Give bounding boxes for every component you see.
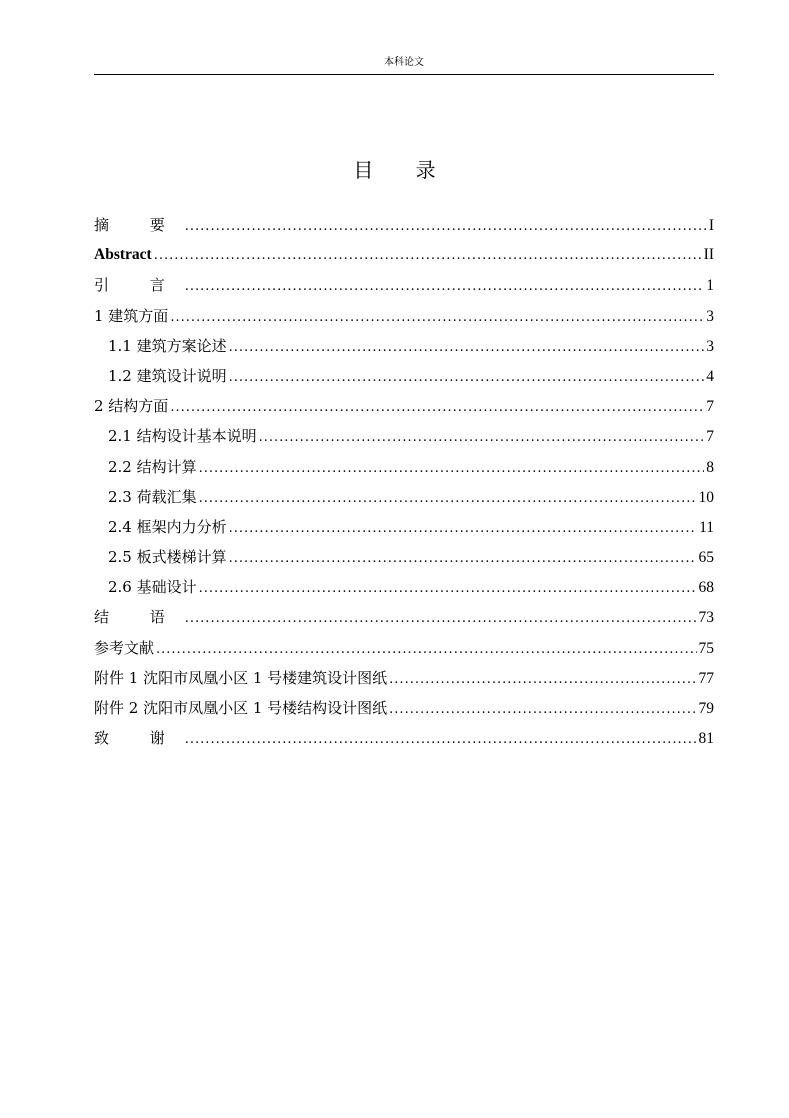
toc-entry-page-number: 81: [698, 730, 714, 748]
toc-entry-label: 2.5 板式楼梯计算: [108, 548, 227, 567]
toc-entry-page-number: 8: [706, 458, 714, 476]
toc-dot-leader: [185, 725, 697, 755]
toc-entry-label: 2.6 基础设计: [108, 578, 197, 597]
toc-dot-leader: [185, 212, 707, 242]
toc-entry[interactable]: [94, 482, 714, 512]
toc-entry-page-number: 77: [698, 669, 714, 687]
toc-entry-label: 致 谢: [94, 729, 183, 748]
toc-entry[interactable]: [94, 391, 714, 421]
toc-entry-page-number: 1: [706, 277, 714, 295]
toc-dot-leader: [170, 303, 704, 333]
toc-entry-label: 2 结构方面: [94, 397, 169, 416]
toc-dot-leader: [389, 695, 696, 725]
toc-dot-leader: [170, 393, 704, 423]
toc-entry-page-number: I: [708, 217, 714, 234]
toc-entry-page-number: 79: [698, 700, 714, 717]
toc-entry-label: 2.4 框架内力分析: [108, 517, 227, 536]
toc-entry-page-number: 7: [706, 428, 714, 446]
toc-entry-page-number: 73: [698, 609, 714, 627]
toc-dot-leader: [199, 454, 705, 484]
toc-dot-leader: [156, 635, 696, 665]
toc-entry-page-number: II: [703, 246, 714, 264]
toc-entry-label: 1.2 建筑设计说明: [108, 366, 227, 385]
toc-entry-label: 参考文献: [94, 638, 155, 657]
toc-entry-page-number: 7: [706, 398, 714, 416]
toc-entry-label: 结 语: [94, 608, 183, 627]
toc-entry[interactable]: [94, 421, 714, 451]
toc-entry[interactable]: [94, 663, 714, 693]
table-of-contents: [94, 210, 714, 753]
toc-entry-page-number: 3: [706, 307, 714, 325]
toc-entry[interactable]: [94, 633, 714, 663]
toc-entry-label: 2.1 结构设计基本说明: [108, 427, 257, 446]
toc-entry-label: 2.2 结构计算: [108, 457, 197, 476]
toc-entry-page-number: 75: [698, 639, 714, 657]
toc-entry[interactable]: [94, 240, 714, 270]
toc-entry-label: 2.3 荷载汇集: [108, 487, 197, 506]
toc-entry-label: 附件 2 沈阳市凤凰小区 1 号楼结构设计图纸: [94, 699, 388, 717]
toc-entry-page-number: 11: [699, 518, 714, 536]
toc-dot-leader: [259, 423, 705, 453]
toc-entry[interactable]: [94, 452, 714, 482]
toc-dot-leader: [229, 333, 705, 363]
toc-entry-label: 附件 1 沈阳市凤凰小区 1 号楼建筑设计图纸: [94, 668, 388, 687]
toc-entry[interactable]: [94, 361, 714, 391]
toc-entry[interactable]: [94, 693, 714, 723]
toc-dot-leader: [229, 544, 697, 574]
toc-entry[interactable]: [94, 270, 714, 300]
toc-dot-leader: [185, 604, 697, 634]
toc-title: 目 录: [353, 158, 454, 182]
toc-dot-leader: [389, 665, 696, 695]
toc-entry-label: Abstract: [94, 246, 152, 264]
toc-entry-label: 引 言: [94, 276, 183, 295]
toc-entry[interactable]: [94, 210, 714, 240]
toc-entry[interactable]: [94, 542, 714, 572]
toc-entry[interactable]: [94, 572, 714, 602]
toc-entry[interactable]: [94, 602, 714, 632]
toc-entry-page-number: 68: [698, 579, 714, 597]
toc-entry-page-number: 65: [698, 549, 714, 567]
toc-entry-label: 摘 要: [94, 216, 183, 234]
toc-dot-leader: [154, 241, 702, 271]
toc-entry[interactable]: [94, 512, 714, 542]
toc-entry[interactable]: [94, 723, 714, 753]
toc-entry-page-number: 4: [706, 367, 714, 385]
toc-dot-leader: [229, 514, 697, 544]
toc-entry-page-number: 10: [698, 488, 714, 506]
toc-dot-leader: [199, 574, 697, 604]
toc-entry-label: 1 建筑方面: [94, 306, 169, 325]
toc-entry-page-number: 3: [706, 337, 714, 355]
toc-entry-label: 1.1 建筑方案论述: [108, 336, 227, 355]
running-header: 本科论文: [94, 57, 714, 75]
toc-dot-leader: [199, 484, 697, 514]
toc-dot-leader: [229, 363, 705, 393]
toc-entry[interactable]: [94, 301, 714, 331]
toc-entry[interactable]: [94, 331, 714, 361]
toc-dot-leader: [185, 272, 704, 302]
